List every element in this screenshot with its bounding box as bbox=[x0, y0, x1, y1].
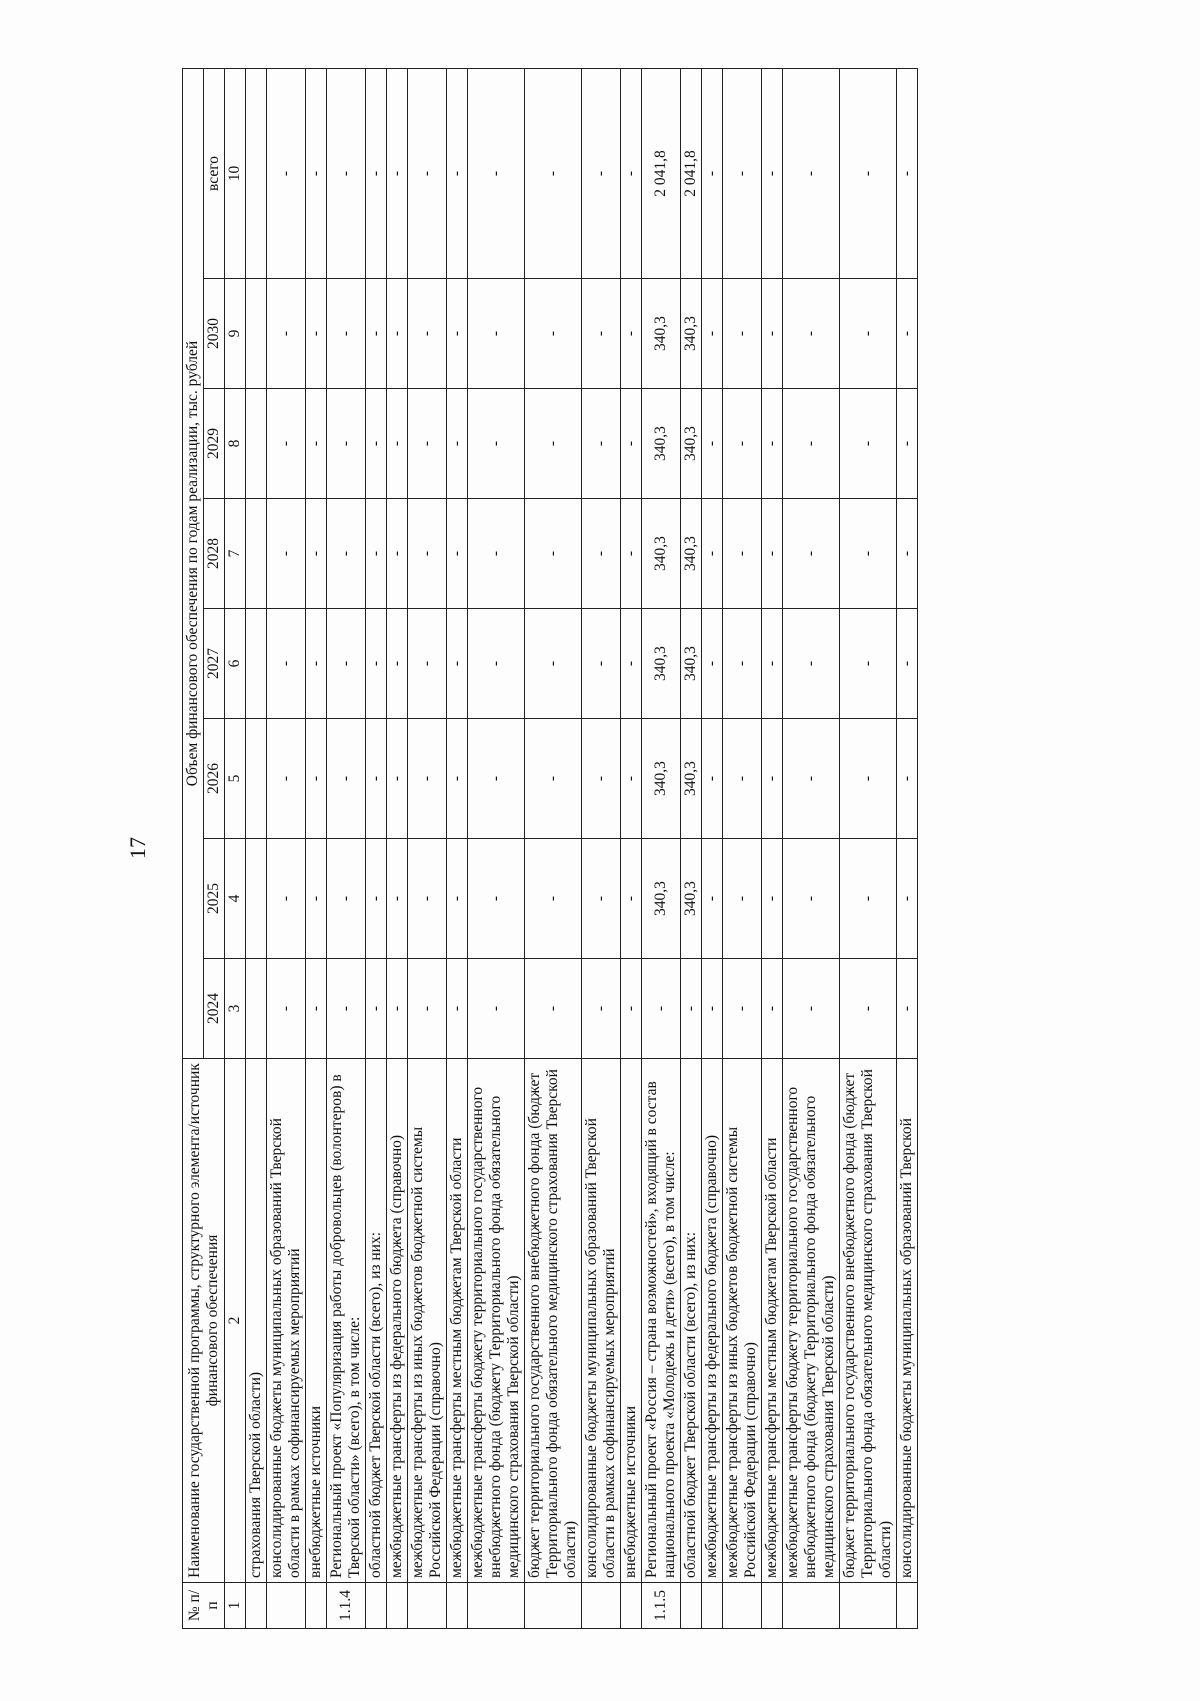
row-year-value: - bbox=[408, 499, 447, 609]
row-year-value: - bbox=[762, 609, 783, 719]
row-year-value: - bbox=[447, 389, 468, 499]
row-index bbox=[408, 1583, 447, 1629]
header-year: 2027 bbox=[204, 609, 225, 719]
row-name: межбюджетные трансферты бюджету территориального государственного внебюджетного фонда (бюджету Территориального фонда обязательного медицинского страхования Тверской области) bbox=[468, 1059, 525, 1583]
row-index bbox=[525, 1583, 582, 1629]
row-year-value: - bbox=[306, 839, 327, 959]
row-name: Региональный проект «Популяризация работы добровольцев (волонтеров) в Тверской области» (всего), в том числе: bbox=[327, 1059, 366, 1583]
row-year-value: - bbox=[702, 499, 723, 609]
row-year-value: 340,3 bbox=[681, 499, 702, 609]
row-year-value: - bbox=[366, 719, 387, 839]
row-year-value: - bbox=[582, 279, 621, 389]
table-row bbox=[582, 69, 621, 1629]
row-total-value bbox=[246, 69, 267, 279]
row-year-value: - bbox=[723, 279, 762, 389]
row-year-value: - bbox=[525, 839, 582, 959]
row-year-value: - bbox=[267, 609, 306, 719]
row-year-value: 340,3 bbox=[642, 839, 681, 959]
row-year-value: - bbox=[468, 839, 525, 959]
table-row bbox=[840, 69, 897, 1629]
header-year: 2026 bbox=[204, 719, 225, 839]
row-index bbox=[681, 1583, 702, 1629]
row-year-value: - bbox=[621, 609, 642, 719]
row-year-value: - bbox=[306, 499, 327, 609]
row-year-value: - bbox=[387, 719, 408, 839]
row-year-value: - bbox=[702, 959, 723, 1059]
row-year-value: 340,3 bbox=[642, 389, 681, 499]
row-year-value: - bbox=[897, 719, 918, 839]
row-year-value: - bbox=[723, 719, 762, 839]
row-year-value: - bbox=[366, 279, 387, 389]
row-year-value: - bbox=[468, 719, 525, 839]
header-total: всего bbox=[204, 69, 225, 279]
row-index bbox=[840, 1583, 897, 1629]
row-year-value: - bbox=[387, 499, 408, 609]
row-index bbox=[468, 1583, 525, 1629]
header-year: 2028 bbox=[204, 499, 225, 609]
row-year-value: - bbox=[783, 609, 840, 719]
row-year-value: - bbox=[408, 279, 447, 389]
row-year-value: - bbox=[762, 959, 783, 1059]
col-number: 9 bbox=[225, 279, 246, 389]
col-number: 8 bbox=[225, 389, 246, 499]
table-row bbox=[723, 69, 762, 1629]
row-total-value: - bbox=[468, 69, 525, 279]
col-number: 4 bbox=[225, 839, 246, 959]
row-year-value: - bbox=[582, 389, 621, 499]
row-year-value: - bbox=[621, 959, 642, 1059]
row-year-value: - bbox=[327, 499, 366, 609]
row-year-value: - bbox=[783, 389, 840, 499]
row-name: межбюджетные трансферты из федерального бюджета (справочно) bbox=[702, 1059, 723, 1583]
row-year-value: - bbox=[897, 609, 918, 719]
row-year-value: - bbox=[468, 609, 525, 719]
row-index bbox=[447, 1583, 468, 1629]
row-name: межбюджетные трансферты бюджету территориального государственного внебюджетного фонда (бюджету Территориального фонда обязательного медицинского страхования Тверской области) bbox=[783, 1059, 840, 1583]
row-year-value bbox=[246, 279, 267, 389]
row-year-value: - bbox=[387, 839, 408, 959]
row-year-value: - bbox=[387, 609, 408, 719]
row-year-value: - bbox=[681, 959, 702, 1059]
row-index bbox=[582, 1583, 621, 1629]
row-year-value: - bbox=[783, 279, 840, 389]
row-year-value: - bbox=[702, 609, 723, 719]
row-year-value: - bbox=[621, 719, 642, 839]
row-year-value: - bbox=[897, 389, 918, 499]
row-year-value: - bbox=[840, 499, 897, 609]
row-year-value: - bbox=[762, 279, 783, 389]
table-row bbox=[621, 69, 642, 1629]
row-year-value: - bbox=[582, 609, 621, 719]
row-index: 1.1.4 bbox=[327, 1583, 366, 1629]
row-year-value: - bbox=[327, 719, 366, 839]
table-row bbox=[366, 69, 387, 1629]
table-body bbox=[246, 69, 918, 1629]
row-year-value: 340,3 bbox=[681, 609, 702, 719]
row-name: межбюджетные трансферты из иных бюджетов бюджетной системы Российской Федерации (справочно) bbox=[723, 1059, 762, 1583]
row-total-value: - bbox=[366, 69, 387, 279]
row-year-value: - bbox=[267, 389, 306, 499]
row-year-value: - bbox=[306, 389, 327, 499]
header-year: 2030 bbox=[204, 279, 225, 389]
row-year-value: - bbox=[306, 279, 327, 389]
row-year-value: - bbox=[447, 499, 468, 609]
row-year-value: - bbox=[582, 499, 621, 609]
row-index bbox=[306, 1583, 327, 1629]
row-year-value: - bbox=[897, 959, 918, 1059]
row-year-value: - bbox=[525, 609, 582, 719]
table-row bbox=[642, 69, 681, 1629]
row-total-value: 2 041,8 bbox=[681, 69, 702, 279]
table-row bbox=[702, 69, 723, 1629]
row-year-value: - bbox=[306, 959, 327, 1059]
row-year-value: - bbox=[366, 389, 387, 499]
row-name: Региональный проект «Россия – страна возможностей», входящий в состав национального проекта «Молодежь и дети» (всего), в том числе: bbox=[642, 1059, 681, 1583]
row-year-value: - bbox=[621, 279, 642, 389]
row-total-value: - bbox=[840, 69, 897, 279]
row-name: межбюджетные трансферты местным бюджетам Тверской области bbox=[762, 1059, 783, 1583]
row-year-value: - bbox=[447, 839, 468, 959]
row-index bbox=[366, 1583, 387, 1629]
table-row bbox=[681, 69, 702, 1629]
row-year-value: - bbox=[582, 719, 621, 839]
row-year-value: - bbox=[762, 719, 783, 839]
table-row bbox=[897, 69, 918, 1629]
row-name: бюджет территориального государственного внебюджетного фонда (бюджет Территориального фонда обязательного медицинского страхования Тверской области) bbox=[525, 1059, 582, 1583]
row-year-value: - bbox=[525, 499, 582, 609]
col-number: 6 bbox=[225, 609, 246, 719]
row-total-value: - bbox=[723, 69, 762, 279]
row-year-value: - bbox=[387, 959, 408, 1059]
header-year: 2025 bbox=[204, 839, 225, 959]
row-index bbox=[783, 1583, 840, 1629]
table-row bbox=[327, 69, 366, 1629]
row-year-value: - bbox=[723, 609, 762, 719]
row-year-value: - bbox=[408, 609, 447, 719]
header-year: 2029 bbox=[204, 389, 225, 499]
row-total-value: - bbox=[897, 69, 918, 279]
row-year-value: - bbox=[840, 279, 897, 389]
row-total-value: - bbox=[702, 69, 723, 279]
col-number: 2 bbox=[225, 1059, 246, 1583]
row-year-value: 340,3 bbox=[642, 279, 681, 389]
row-year-value: - bbox=[267, 499, 306, 609]
col-number: 7 bbox=[225, 499, 246, 609]
header-volume: Объем финансового обеспечения по годам реализации, тыс. рублей bbox=[183, 69, 204, 1059]
row-year-value: - bbox=[582, 959, 621, 1059]
row-year-value: - bbox=[525, 719, 582, 839]
table-row bbox=[387, 69, 408, 1629]
row-year-value: - bbox=[366, 609, 387, 719]
table-row bbox=[762, 69, 783, 1629]
row-year-value: - bbox=[387, 389, 408, 499]
row-total-value: - bbox=[525, 69, 582, 279]
row-year-value: - bbox=[447, 959, 468, 1059]
row-total-value: - bbox=[387, 69, 408, 279]
row-year-value: - bbox=[408, 389, 447, 499]
row-year-value: - bbox=[762, 839, 783, 959]
row-year-value: - bbox=[783, 839, 840, 959]
row-year-value: 340,3 bbox=[681, 279, 702, 389]
row-name: областной бюджет Тверской области (всего), из них: bbox=[366, 1059, 387, 1583]
header-name: Наименование государственной программы, структурного элемента/источник финансового обеспечения bbox=[183, 1059, 225, 1583]
table-row bbox=[447, 69, 468, 1629]
row-name: внебюджетные источники bbox=[621, 1059, 642, 1583]
row-name: бюджет территориального государственного внебюджетного фонда (бюджет Территориального фонда обязательного медицинского страхования Тверской области) bbox=[840, 1059, 897, 1583]
row-index bbox=[762, 1583, 783, 1629]
row-year-value: - bbox=[783, 959, 840, 1059]
row-year-value bbox=[246, 719, 267, 839]
col-number: 10 bbox=[225, 69, 246, 279]
row-year-value: - bbox=[642, 959, 681, 1059]
row-year-value: - bbox=[840, 959, 897, 1059]
row-index bbox=[246, 1583, 267, 1629]
row-year-value: - bbox=[327, 609, 366, 719]
row-year-value: - bbox=[468, 389, 525, 499]
row-total-value: - bbox=[267, 69, 306, 279]
row-year-value: - bbox=[267, 719, 306, 839]
row-index: 1.1.5 bbox=[642, 1583, 681, 1629]
row-year-value: - bbox=[468, 279, 525, 389]
row-name: областной бюджет Тверской области (всего), из них: bbox=[681, 1059, 702, 1583]
row-year-value: - bbox=[897, 279, 918, 389]
row-index bbox=[621, 1583, 642, 1629]
row-year-value: - bbox=[840, 389, 897, 499]
row-year-value: - bbox=[723, 959, 762, 1059]
row-year-value: - bbox=[723, 389, 762, 499]
table-row bbox=[783, 69, 840, 1629]
row-year-value: - bbox=[723, 499, 762, 609]
row-year-value: - bbox=[762, 389, 783, 499]
row-year-value: - bbox=[783, 719, 840, 839]
row-year-value: - bbox=[366, 839, 387, 959]
row-year-value: - bbox=[621, 499, 642, 609]
row-year-value: - bbox=[327, 279, 366, 389]
table-header bbox=[183, 69, 246, 1629]
row-year-value: - bbox=[327, 959, 366, 1059]
row-year-value: - bbox=[702, 719, 723, 839]
row-year-value bbox=[246, 389, 267, 499]
row-year-value: 340,3 bbox=[642, 499, 681, 609]
row-year-value: - bbox=[525, 279, 582, 389]
row-name: консолидированные бюджеты муниципальных образований Тверской области в рамках софинансируемых мероприятий bbox=[267, 1059, 306, 1583]
row-year-value: - bbox=[468, 499, 525, 609]
row-year-value: 340,3 bbox=[642, 719, 681, 839]
row-name: межбюджетные трансферты из иных бюджетов бюджетной системы Российской Федерации (справочно) bbox=[408, 1059, 447, 1583]
row-year-value: 340,3 bbox=[681, 839, 702, 959]
row-year-value: 340,3 bbox=[681, 719, 702, 839]
row-name: страхования Тверской области) bbox=[246, 1059, 267, 1583]
row-year-value: - bbox=[327, 389, 366, 499]
row-year-value: 340,3 bbox=[642, 609, 681, 719]
row-year-value: - bbox=[408, 719, 447, 839]
row-year-value: - bbox=[525, 959, 582, 1059]
header-num: № п/п bbox=[183, 1583, 225, 1629]
row-year-value: - bbox=[621, 839, 642, 959]
row-total-value: - bbox=[408, 69, 447, 279]
financing-table-wrapper bbox=[182, 69, 1064, 1629]
row-index bbox=[723, 1583, 762, 1629]
table-row bbox=[468, 69, 525, 1629]
row-year-value: - bbox=[327, 839, 366, 959]
row-total-value: 2 041,8 bbox=[642, 69, 681, 279]
table-row bbox=[525, 69, 582, 1629]
row-index bbox=[267, 1583, 306, 1629]
row-year-value: - bbox=[306, 609, 327, 719]
row-year-value: - bbox=[582, 839, 621, 959]
table-row bbox=[267, 69, 306, 1629]
row-year-value: - bbox=[783, 499, 840, 609]
row-year-value: - bbox=[762, 499, 783, 609]
col-number: 1 bbox=[225, 1583, 246, 1629]
row-year-value: - bbox=[897, 499, 918, 609]
row-year-value: - bbox=[840, 609, 897, 719]
row-total-value: - bbox=[762, 69, 783, 279]
header-year: 2024 bbox=[204, 959, 225, 1059]
row-year-value bbox=[246, 839, 267, 959]
row-total-value: - bbox=[621, 69, 642, 279]
col-number: 5 bbox=[225, 719, 246, 839]
table-row bbox=[306, 69, 327, 1629]
row-name: межбюджетные трансферты местным бюджетам Тверской области bbox=[447, 1059, 468, 1583]
row-total-value: - bbox=[327, 69, 366, 279]
row-year-value: - bbox=[267, 839, 306, 959]
row-year-value bbox=[246, 499, 267, 609]
row-year-value: - bbox=[723, 839, 762, 959]
row-year-value: - bbox=[267, 959, 306, 1059]
row-year-value: - bbox=[702, 279, 723, 389]
row-year-value: - bbox=[408, 959, 447, 1059]
row-year-value: - bbox=[840, 719, 897, 839]
row-year-value: - bbox=[387, 279, 408, 389]
row-name: консолидированные бюджеты муниципальных образований Тверской bbox=[897, 1059, 918, 1583]
row-year-value: - bbox=[468, 959, 525, 1059]
row-year-value bbox=[246, 609, 267, 719]
row-total-value: - bbox=[306, 69, 327, 279]
row-name: консолидированные бюджеты муниципальных образований Тверской области в рамках софинансируемых мероприятий bbox=[582, 1059, 621, 1583]
row-year-value: - bbox=[897, 839, 918, 959]
row-year-value: - bbox=[702, 389, 723, 499]
table-row bbox=[246, 69, 267, 1629]
row-year-value: - bbox=[621, 389, 642, 499]
row-total-value: - bbox=[447, 69, 468, 279]
row-total-value: - bbox=[582, 69, 621, 279]
row-year-value: - bbox=[702, 839, 723, 959]
row-year-value: - bbox=[840, 839, 897, 959]
page-number: 17 bbox=[125, 837, 150, 859]
col-number: 3 bbox=[225, 959, 246, 1059]
row-year-value: - bbox=[366, 499, 387, 609]
row-total-value: - bbox=[783, 69, 840, 279]
row-index bbox=[702, 1583, 723, 1629]
row-year-value: - bbox=[447, 719, 468, 839]
row-year-value: - bbox=[408, 839, 447, 959]
row-year-value: - bbox=[306, 719, 327, 839]
row-year-value: 340,3 bbox=[681, 389, 702, 499]
row-name: межбюджетные трансферты из федерального бюджета (справочно) bbox=[387, 1059, 408, 1583]
row-year-value: - bbox=[447, 279, 468, 389]
financing-table bbox=[182, 68, 918, 1629]
row-year-value bbox=[246, 959, 267, 1059]
row-name: внебюджетные источники bbox=[306, 1059, 327, 1583]
row-year-value: - bbox=[525, 389, 582, 499]
table-row bbox=[408, 69, 447, 1629]
row-index bbox=[387, 1583, 408, 1629]
row-year-value: - bbox=[447, 609, 468, 719]
row-year-value: - bbox=[267, 279, 306, 389]
row-year-value: - bbox=[366, 959, 387, 1059]
row-index bbox=[897, 1583, 918, 1629]
